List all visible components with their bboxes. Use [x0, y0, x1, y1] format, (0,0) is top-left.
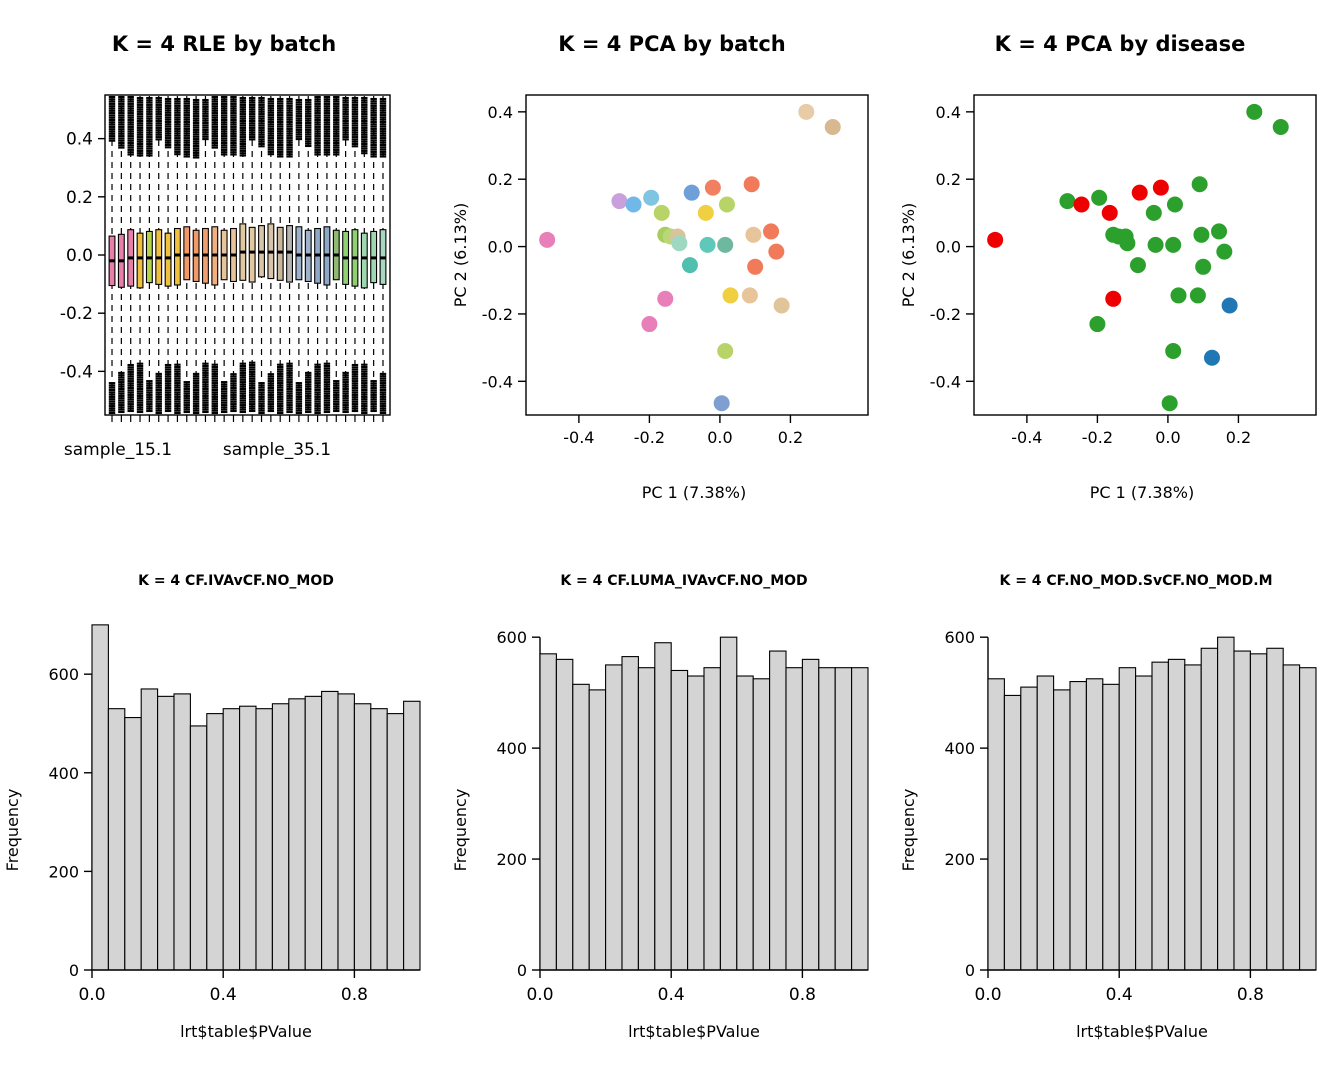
pca-ytick: 0.0	[487, 237, 513, 257]
rle-box	[361, 233, 367, 288]
scatter-point	[1165, 237, 1181, 253]
scatter-point	[763, 223, 779, 239]
panel-hist-3	[896, 540, 1344, 1075]
scatter-point	[1119, 235, 1135, 251]
scatter-point	[1170, 287, 1186, 303]
panel-pca-disease-plot	[896, 0, 1344, 540]
rle-box	[175, 229, 181, 285]
pca-xtick: -0.4	[563, 428, 595, 447]
panel-pca-disease	[896, 0, 1344, 540]
scatter-point	[1273, 119, 1289, 135]
hist-ytick: 600	[496, 628, 527, 648]
hist-ytick: 200	[48, 862, 79, 882]
pca-xtick: 0.2	[1225, 428, 1252, 447]
panel-pca-disease-title: K = 4 PCA by disease	[994, 32, 1246, 56]
scatter-point	[1165, 343, 1181, 359]
pca-disease-xlabel: PC 1 (7.38%)	[1089, 483, 1195, 502]
rle-xtick-0: sample_15.1	[63, 440, 173, 460]
hist-bar	[737, 676, 753, 970]
scatter-point	[717, 237, 733, 253]
hist-ytick: 600	[48, 665, 79, 685]
hist-bar	[174, 694, 190, 970]
hist-bar	[92, 625, 108, 970]
scatter-point	[700, 237, 716, 253]
hist-bar	[720, 637, 736, 970]
rle-ytick: 0.0	[65, 246, 93, 266]
hist-bar	[1136, 676, 1152, 970]
hist-bar	[387, 714, 403, 970]
hist-xtick: 0.4	[209, 985, 237, 1005]
pca-xtick: 0.0	[1155, 428, 1181, 447]
pca-disease-ylabel: PC 2 (6.13%)	[899, 202, 918, 308]
hist-bar	[1234, 651, 1250, 970]
scatter-point	[1192, 176, 1208, 192]
rle-xtick-1: sample_35.1	[222, 440, 332, 460]
hist-xtick: 0.8	[788, 985, 816, 1005]
rle-box	[249, 227, 255, 282]
hist-bar	[125, 718, 141, 970]
rle-box	[137, 233, 143, 288]
hist-bar	[322, 691, 338, 970]
hist-1-xlabel: lrt$table$PValue	[180, 1022, 312, 1041]
hist-bar	[573, 684, 589, 970]
hist-bar	[1201, 648, 1217, 970]
hist-bar	[589, 690, 605, 970]
hist-bar	[688, 676, 704, 970]
pca-ytick: -0.4	[929, 372, 961, 392]
scatter-point	[1091, 190, 1107, 206]
hist-bar	[240, 706, 256, 970]
hist-3-ylabel: Frequency	[899, 788, 918, 872]
hist-xtick: 0.4	[657, 985, 685, 1005]
rle-ytick: 0.2	[65, 187, 93, 208]
scatter-point	[705, 180, 721, 196]
scatter-point	[987, 232, 1003, 248]
hist-bar	[1054, 690, 1070, 970]
hist-xtick: 0.8	[340, 985, 368, 1005]
scatter-point	[1148, 237, 1164, 253]
scatter-point	[654, 205, 670, 221]
panel-pca-batch-title: K = 4 PCA by batch	[558, 32, 786, 56]
pca-xtick: 0.2	[777, 428, 804, 447]
scatter-point	[747, 259, 763, 275]
hist-bar	[354, 704, 370, 970]
hist-bar	[108, 709, 124, 970]
rle-ytick: -0.2	[59, 304, 93, 325]
scatter-point	[1222, 298, 1238, 314]
hist-ytick: 200	[944, 850, 975, 870]
pca-xtick: -0.2	[1081, 428, 1114, 447]
rle-box	[296, 227, 302, 280]
scatter-point	[1105, 291, 1121, 307]
scatter-point	[1246, 104, 1262, 120]
hist-bar	[338, 694, 354, 970]
pca-xtick: 0.0	[707, 428, 733, 447]
scatter-point	[657, 291, 673, 307]
scatter-point	[539, 232, 555, 248]
hist-bar	[1152, 662, 1168, 970]
scatter-point	[744, 176, 760, 192]
hist-bar	[289, 699, 305, 970]
hist-bar	[272, 704, 288, 970]
pca-batch-xlabel: PC 1 (7.38%)	[641, 483, 747, 502]
hist-bar	[1250, 654, 1266, 970]
scatter-point	[1130, 257, 1146, 273]
scatter-point	[1162, 395, 1178, 411]
hist-ytick: 400	[496, 739, 527, 759]
scatter-point	[774, 298, 790, 314]
rle-ytick: -0.4	[59, 362, 93, 383]
hist-bar	[1267, 648, 1283, 970]
scatter-point	[1195, 259, 1211, 275]
scatter-point	[1146, 205, 1162, 221]
scatter-point	[1204, 350, 1220, 366]
pca-ytick: -0.2	[929, 304, 961, 324]
hist-xtick: 0.8	[1236, 985, 1264, 1005]
panel-hist-1	[0, 540, 448, 1075]
hist-xtick: 0.0	[974, 985, 1002, 1005]
hist-1-title: K = 4 CF.IVAvCF.NO_MOD	[138, 573, 334, 589]
panel-hist-1-plot	[0, 540, 448, 1075]
hist-ytick: 0	[516, 961, 527, 980]
hist-bar	[1037, 676, 1053, 970]
hist-bar	[622, 657, 638, 970]
hist-ytick: 600	[944, 628, 975, 648]
scatter-point	[1089, 316, 1105, 332]
scatter-point	[682, 257, 698, 273]
scatter-point	[684, 185, 700, 201]
hist-bar	[1086, 679, 1102, 970]
hist-bar	[655, 643, 671, 970]
hist-bar	[1168, 659, 1184, 970]
hist-bar	[852, 668, 868, 970]
hist-bar	[556, 659, 572, 970]
hist-bar	[770, 651, 786, 970]
scatter-point	[1102, 205, 1118, 221]
pca-batch-ylabel: PC 2 (6.13%)	[451, 202, 470, 308]
pca-ytick: -0.4	[481, 372, 513, 392]
rle-box	[277, 227, 283, 280]
scatter-point	[798, 104, 814, 120]
pca-xtick: -0.4	[1011, 428, 1043, 447]
hist-bar	[1218, 637, 1234, 970]
hist-bar	[1103, 684, 1119, 970]
hist-bar	[404, 701, 420, 970]
scatter-point	[717, 343, 733, 359]
hist-bar	[256, 709, 272, 970]
scatter-point	[1190, 287, 1206, 303]
scatter-point	[1132, 185, 1148, 201]
scatter-point	[643, 190, 659, 206]
hist-bar	[638, 668, 654, 970]
rle-box	[165, 233, 171, 286]
rle-box	[287, 226, 293, 282]
scatter-point	[626, 196, 642, 212]
hist-1-ylabel: Frequency	[3, 788, 22, 872]
panel-rle-plot	[0, 0, 448, 540]
hist-xtick: 0.0	[526, 985, 554, 1005]
scatter-point	[714, 395, 730, 411]
hist-bar	[371, 709, 387, 970]
scatter-point	[719, 196, 735, 212]
scatter-point	[1211, 223, 1227, 239]
pca-xtick: -0.2	[633, 428, 666, 447]
hist-bar	[835, 668, 851, 970]
scatter-point	[1074, 196, 1090, 212]
scatter-point	[768, 244, 784, 260]
pca-ytick: 0.2	[935, 170, 961, 190]
scatter-point	[641, 316, 657, 332]
pca-ytick: 0.4	[935, 102, 961, 122]
hist-bar	[158, 696, 174, 970]
scatter-point	[1216, 244, 1232, 260]
hist-bar	[786, 668, 802, 970]
hist-bar	[141, 689, 157, 970]
hist-bar	[988, 679, 1004, 970]
hist-bar	[1119, 668, 1135, 970]
panel-hist-3-plot	[896, 540, 1344, 1075]
hist-3-xlabel: lrt$table$PValue	[1076, 1022, 1208, 1041]
hist-ytick: 400	[944, 739, 975, 759]
hist-bar	[190, 726, 206, 970]
hist-bar	[1021, 687, 1037, 970]
hist-2-title: K = 4 CF.LUMA_IVAvCF.NO_MOD	[560, 573, 808, 589]
scatter-point	[1153, 180, 1169, 196]
hist-bar	[540, 654, 556, 970]
scatter-point	[745, 227, 761, 243]
scatter-point	[1059, 193, 1075, 209]
pca-ytick: 0.4	[487, 102, 513, 122]
hist-bar	[223, 709, 239, 970]
rle-box	[184, 227, 190, 280]
hist-bar	[606, 665, 622, 970]
panel-rle	[0, 0, 448, 540]
scatter-point	[722, 287, 738, 303]
hist-bar	[1070, 682, 1086, 970]
pca-ytick: 0.2	[487, 170, 513, 190]
hist-2-xlabel: lrt$table$PValue	[628, 1022, 760, 1041]
hist-bar	[1004, 695, 1020, 970]
panel-rle-title: K = 4 RLE by batch	[111, 32, 337, 56]
panel-pca-batch	[448, 0, 896, 540]
scatter-point	[611, 193, 627, 209]
hist-bar	[1185, 665, 1201, 970]
hist-3-title: K = 4 CF.NO_MOD.SvCF.NO_MOD.M	[999, 573, 1273, 589]
hist-bar	[305, 696, 321, 970]
hist-ytick: 0	[68, 961, 79, 980]
hist-ytick: 400	[48, 763, 79, 783]
hist-xtick: 0.0	[78, 985, 106, 1005]
pca-ytick: 0.0	[935, 237, 961, 257]
hist-ytick: 200	[496, 850, 527, 870]
panel-hist-2	[448, 540, 896, 1075]
scatter-point	[742, 287, 758, 303]
scatter-point	[671, 235, 687, 251]
scatter-point	[825, 119, 841, 135]
hist-bar	[704, 668, 720, 970]
hist-ytick: 0	[964, 961, 975, 980]
hist-bar	[753, 679, 769, 970]
hist-bar	[1300, 668, 1316, 970]
scatter-point	[1167, 196, 1183, 212]
scatter-point	[1193, 227, 1209, 243]
panel-pca-batch-plot	[448, 0, 896, 540]
hist-xtick: 0.4	[1105, 985, 1133, 1005]
hist-bar	[819, 668, 835, 970]
panel-hist-2-plot	[448, 540, 896, 1075]
hist-2-ylabel: Frequency	[451, 788, 470, 872]
hist-bar	[207, 714, 223, 970]
hist-bar	[671, 670, 687, 970]
hist-bar	[802, 659, 818, 970]
rle-ytick: 0.4	[65, 129, 93, 150]
hist-bar	[1283, 665, 1299, 970]
scatter-point	[698, 205, 714, 221]
pca-ytick: -0.2	[481, 304, 513, 324]
